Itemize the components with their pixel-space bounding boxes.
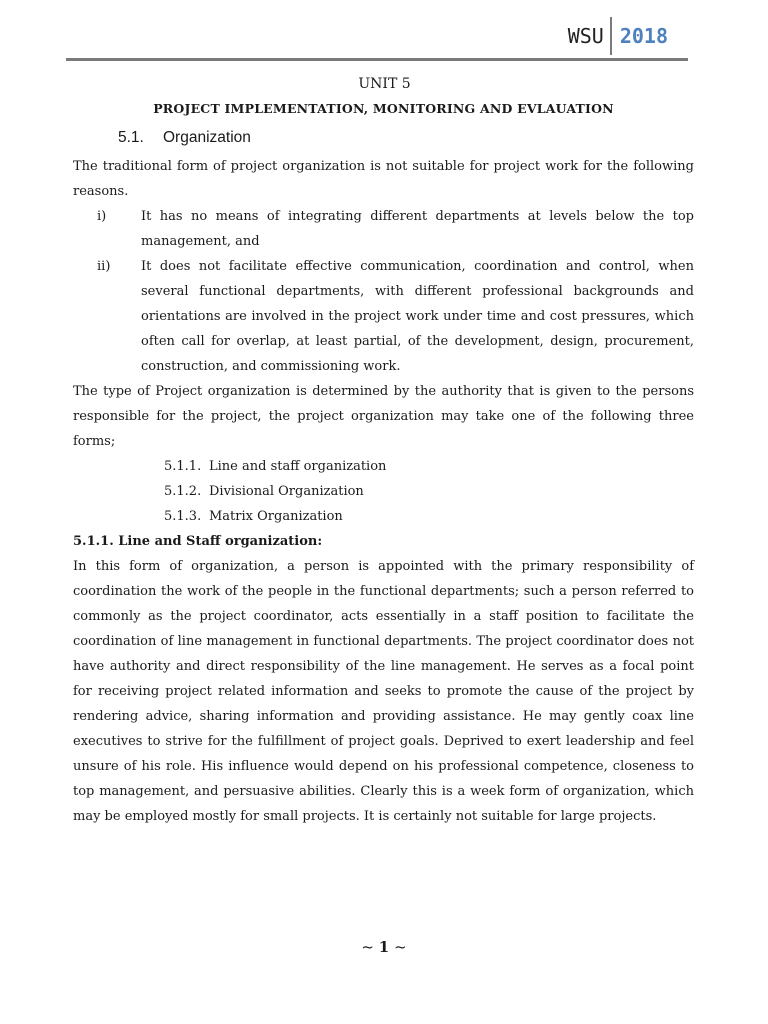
form-number: 5.1.1. — [164, 459, 202, 474]
header-year: 2018 — [619, 24, 668, 48]
list-item — [73, 254, 694, 379]
type-paragraph: The type of Project organization is determined by the authority that is given to the persons responsible for the project, the project organization may take one of the following three forms; — [73, 384, 694, 449]
header-org: WSU — [567, 24, 604, 48]
form-number: 5.1.3. — [164, 509, 202, 524]
header-divider — [610, 17, 612, 55]
section-heading — [73, 124, 694, 154]
form-label: Line and staff organization — [209, 459, 387, 474]
footer-tilde-left: ~ — [361, 938, 374, 956]
list-item — [164, 479, 694, 504]
unit-title: UNIT 5 — [358, 76, 411, 92]
section-title: Organization — [163, 129, 251, 146]
header-label — [568, 18, 668, 54]
footer-tilde-right: ~ — [394, 938, 407, 956]
document-body — [73, 74, 694, 829]
list-item — [164, 454, 694, 479]
list-marker: ii) — [97, 259, 111, 274]
form-label: Matrix Organization — [209, 509, 343, 524]
list-item-text: It does not facilitate effective communication, coordination and control, when several functional departments, with different professional backgrounds and orientations are involved in the project work under time and cost pressures, which often call for overlap, at least partial, of the development, design, procurement, construction, and commissioning work. — [141, 259, 694, 374]
form-label: Divisional Organization — [209, 484, 364, 499]
list-item-text: It has no means of integrating different departments at levels below the top management, and — [141, 209, 694, 249]
subsection-heading: 5.1.1. Line and Staff organization: — [73, 534, 323, 549]
page-number: 1 — [378, 938, 390, 956]
section-number: 5.1. — [118, 129, 144, 146]
page-footer — [0, 938, 768, 956]
forms-list — [73, 454, 694, 529]
project-title: PROJECT IMPLEMENTATION, MONITORING AND EVLAUATION — [153, 101, 614, 116]
list-item — [164, 504, 694, 529]
body-paragraph: In this form of organization, a person is appointed with the primary responsibility of coordination the work of the people in the functional departments; such a person referred to commonly as the project coordinator, acts essentially in a staff position to facilitate the coordination of line management in functional departments. The project coordinator does not have authority and direct responsibility of the line management. He serves as a focal point for receiving project related information and seeks to promote the cause of the project by rendering advice, sharing information and providing assistance. He may gently coax line executives to strive for the fulfillment of project goals. Deprived to exert leadership and feel unsure of his role. His influence would depend on his professional competence, closeness to top management, and persuasive abilities. Clearly this is a week form of organization, which may be employed mostly for small projects. It is certainly not suitable for large projects. — [73, 559, 694, 824]
page-header — [66, 14, 688, 61]
list-marker: i) — [97, 209, 107, 224]
list-item — [73, 204, 694, 254]
form-number: 5.1.2. — [164, 484, 202, 499]
reasons-list — [73, 204, 694, 379]
intro-paragraph: The traditional form of project organization is not suitable for project work for the following reasons. — [73, 159, 694, 199]
